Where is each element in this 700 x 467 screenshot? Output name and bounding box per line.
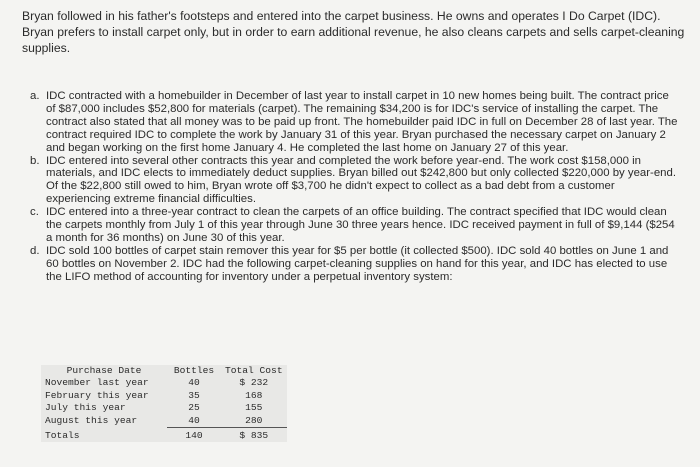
cell-total-bottles: 140 [185, 430, 203, 442]
table-row [41, 402, 287, 414]
item-letter: d. [30, 244, 40, 257]
cell-bottles: 35 [188, 389, 200, 401]
header-total-cost: Total Cost [225, 365, 283, 376]
item-letter: c. [30, 206, 39, 219]
header-bottles: Bottles [173, 365, 215, 376]
table-row [41, 415, 287, 428]
cell-bottles: 40 [167, 415, 221, 428]
cell-bottles: 40 [188, 377, 200, 389]
cell-date: November last year [45, 377, 149, 389]
cell-date: August this year [45, 414, 138, 426]
table-totals-row [41, 428, 287, 443]
cell-cost: 168 [245, 389, 263, 401]
cell-cost: 155 [245, 402, 263, 414]
cell-totals-label: Totals [45, 429, 80, 441]
table-row [41, 377, 287, 389]
cell-cost: $ 232 [239, 377, 269, 389]
problem-items [30, 90, 680, 284]
list-item [30, 90, 680, 155]
cell-date: July this year [45, 402, 126, 414]
cell-cost: 280 [221, 415, 287, 428]
list-item [30, 206, 680, 245]
list-item [30, 245, 680, 284]
header-purchase-date: Purchase Date [66, 365, 142, 376]
problem-intro: Bryan followed in his father's footsteps and entered into the carpet business. He owns and operates I Do Carpet (IDC). Bryan prefers to install carpet only, but in order to earn additional revenue, he also cleans carpets and sells carpet-cleaning supplies. [22, 9, 685, 55]
table-header-row [41, 365, 287, 377]
cell-bottles: 25 [188, 402, 200, 414]
list-item [30, 155, 680, 207]
item-letter: a. [30, 90, 40, 102]
item-text: IDC contracted with a homebuilder in December of last year to install carpet in 10 new homes being built. The contract price of $87,000 includes $52,800 for materials (carpet). The remaining $34,200 is for IDC's service of installing the carpet. The contract also stated that all money was to be paid up front. The homebuilder paid IDC in full on December 28 of last year. The contract required IDC to complete the work by January 31 of this year. Bryan purchased the necessary carpet on January 2 and began working on the first home January 4. He completed the last home on January 27 of this year. [46, 90, 678, 154]
cell-total-cost: $ 835 [239, 430, 269, 442]
item-letter: b. [30, 154, 40, 167]
cell-date: February this year [45, 389, 149, 401]
inventory-table [41, 365, 287, 442]
item-text: IDC entered into a three-year contract to clean the carpets of an office building. The contract specified that IDC would clean the carpets monthly from July 1 of this year through June 30 three years hence. IDC received payment in full of $9,144 ($254 a month for 36 months) on June 30 of this year. [46, 206, 675, 244]
table-row [41, 390, 287, 402]
item-text: IDC entered into several other contracts this year and completed the work before year-end. The work cost $158,000 in materials, and IDC elects to immediately deduct supplies. Bryan billed out $242,800 but only collected $220,000 by year-end. Of the $22,800 still owed to him, Bryan wrote off $3,700 he didn't expect to collect as a bad debt from a customer experiencing extreme financial difficulties. [46, 154, 677, 206]
item-text: IDC sold 100 bottles of carpet stain remover this year for $5 per bottle (it collected $500). IDC sold 40 bottles on June 1 and 60 bottles on November 2. IDC had the following carpet-cleaning supplies on hand for this year, and IDC has elected to use the LIFO method of accounting for inventory under a perpetual inventory system: [46, 244, 669, 283]
